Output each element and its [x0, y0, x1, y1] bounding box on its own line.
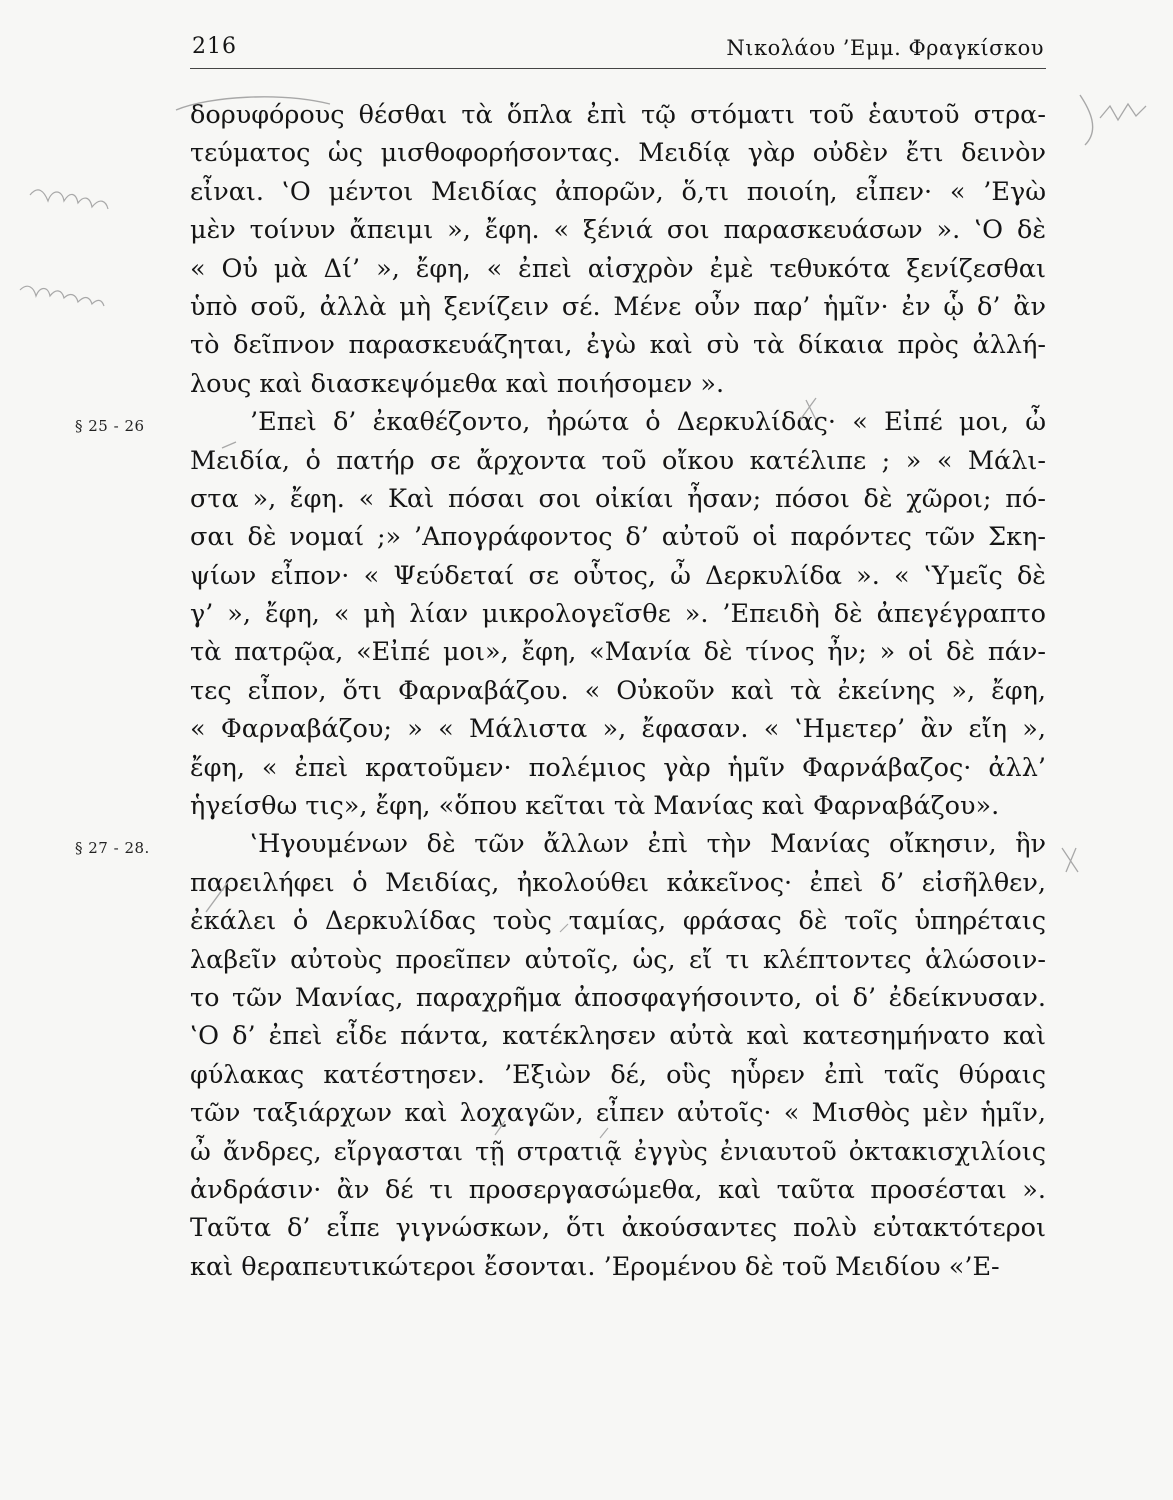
body-text [75, 96, 1046, 1286]
text-line: ‛Ηγουμένων δὲ τῶν ἄλλων ἐπὶ τὴν Μανίας οἴκησιν, ἣν [250, 829, 1046, 860]
text-line: μὲν τοίνυν ἄπειμι », ἔφη. « ξένιά σοι παρασκευάσων ». ‛Ο δὲ [190, 215, 1046, 246]
text-line: λους καὶ διασκεψόμεθα καὶ ποιήσομεν ». [190, 368, 725, 399]
text-line: Μειδία, ὁ πατήρ σε ἄρχοντα τοῦ οἴκου κατέλιπε ; » « Μάλι- [190, 445, 1046, 476]
text-line: « Φαρναβάζου; » « Μάλιστα », ἔφασαν. « ‛Ημετερ’ ἂν εἴη », [190, 714, 1046, 745]
text-line: λαβεῖν αὐτοὺς προεῖπεν αὐτοῖς, ὡς, εἴ τι κλέπτοντες ἁλώσοιν- [190, 944, 1046, 975]
margin-reference: § 25 - 26 [75, 417, 145, 436]
paragraph-start-line [75, 825, 1046, 863]
text-line: ‛Ο δ’ ἐπεὶ εἶδε πάντα, κατέκλησεν αὐτὰ καὶ κατεσημήνατο καὶ [190, 1021, 1046, 1052]
text-line: ἀνδράσιν· ἂν δέ τι προσεργασώμεθα, καὶ ταῦτα προσέσται ». [190, 1174, 1046, 1205]
text-line: γ’ », ἔφη, « μὴ λίαν μικρολογεῖσθε ». ’Επειδὴ δὲ ἀπεγέγραπτο [190, 599, 1046, 630]
text-line: ὦ ἄνδρες, εἴργασται τῇ στρατιᾷ ἐγγὺς ἐνιαυτοῦ ὀκτακισχιλίοις [190, 1136, 1046, 1167]
text-line: καὶ θεραπευτικώτεροι ἔσονται. ’Ερομένου δὲ τοῦ Μειδίου «’Ε- [190, 1251, 1000, 1282]
text-line: σαι δὲ νομαί ;» ’Απογράφοντος δ’ αὐτοῦ οἱ παρόντες τῶν Σκη- [190, 522, 1046, 553]
text-line: τὸ δεῖπνον παρασκευάζηται, ἐγὼ καὶ σὺ τὰ δίκαια πρὸς ἀλλή- [190, 330, 1046, 361]
text-line: φύλακας κατέστησεν. ’Εξιὼν δέ, οὓς ηὗρεν ἐπὶ ταῖς θύραις [190, 1059, 1046, 1090]
text-line: ἐκάλει ὁ Δερκυλίδας τοὺς ταμίας, φράσας δὲ τοῖς ὑπηρέταις [190, 906, 1046, 937]
page-number: 216 [192, 34, 237, 59]
text-line: ἔφη, « ἐπεὶ κρατοῦμεν· πολέμιος γὰρ ἡμῖν Φαρνάβαζος· ἀλλ’ [190, 752, 1046, 783]
text-line: δορυφόρους θέσθαι τὰ ὅπλα ἐπὶ τῷ στόματι τοῦ ἑαυτοῦ στρα- [190, 100, 1046, 130]
running-title: Νικολάου ’Εμμ. Φραγκίσκου [726, 36, 1044, 60]
text-line: στα », ἔφη. « Καὶ πόσαι σοι οἰκίαι ἦσαν; πόσοι δὲ χῶροι; πό- [190, 483, 1046, 514]
text-line: ’Επεὶ δ’ ἐκαθέζοντο, ἠρώτα ὁ Δερκυλίδας· « Εἰπέ μοι, ὦ [250, 407, 1046, 438]
text-line: το τῶν Μανίας, παραχρῆμα ἀποσφαγήσοιντο, οἱ δ’ ἐδείκνυσαν. [190, 982, 1046, 1013]
text-line: « Οὐ μὰ Δί’ », ἔφη, « ἐπεὶ αἰσχρὸν ἐμὲ τεθυκότα ξενίζεσθαι [190, 253, 1046, 284]
text-line: τὰ πατρῷα, «Εἰπέ μοι», ἔφη, «Μανία δὲ τίνος ἦν; » οἱ δὲ πάν- [190, 637, 1046, 668]
header-rule [190, 68, 1046, 69]
paragraph-start-line [75, 403, 1046, 441]
text-line: τες εἶπον, ὅτι Φαρναβάζου. « Οὐκοῦν καὶ τὰ ἐκείνης », ἔφη, [190, 675, 1046, 706]
text-line: τῶν ταξιάρχων καὶ λοχαγῶν, εἶπεν αὐτοῖς· « Μισθὸς μὲν ἡμῖν, [190, 1098, 1046, 1129]
text-line: τεύματος ὡς μισθοφορήσοντας. Μειδίᾳ γὰρ οὐδὲν ἔτι δεινὸν [190, 138, 1046, 169]
text-line: παρειλήφει ὁ Μειδίας, ἠκολούθει κἀκεῖνος· ἐπεὶ δ’ εἰσῆλθεν, [190, 867, 1046, 898]
text-line: εἶναι. ‛Ο μέντοι Μειδίας ἀπορῶν, ὅ,τι ποιοίη, εἶπεν· « ’Εγὼ [190, 176, 1046, 207]
text-line: Ταῦτα δ’ εἶπε γιγνώσκων, ὅτι ἀκούσαντες πολὺ εὐτακτότεροι [190, 1213, 1046, 1244]
running-head [192, 28, 1044, 68]
text-line: ἡγείσθω τις», ἔφη, «ὅπου κεῖται τὰ Μανίας καὶ Φαρναβάζου». [190, 791, 1000, 822]
text-line: ψίων εἶπον· « Ψεύδεταί σε οὗτος, ὦ Δερκυλίδα ». « ‛Υμεῖς δὲ [190, 560, 1046, 591]
text-line: ὑπὸ σοῦ, ἀλλὰ μὴ ξενίζειν σέ. Μένε οὖν παρ’ ἡμῖν· ἐν ᾧ δ’ ἂν [190, 291, 1046, 322]
margin-reference: § 27 - 28. [75, 839, 150, 858]
